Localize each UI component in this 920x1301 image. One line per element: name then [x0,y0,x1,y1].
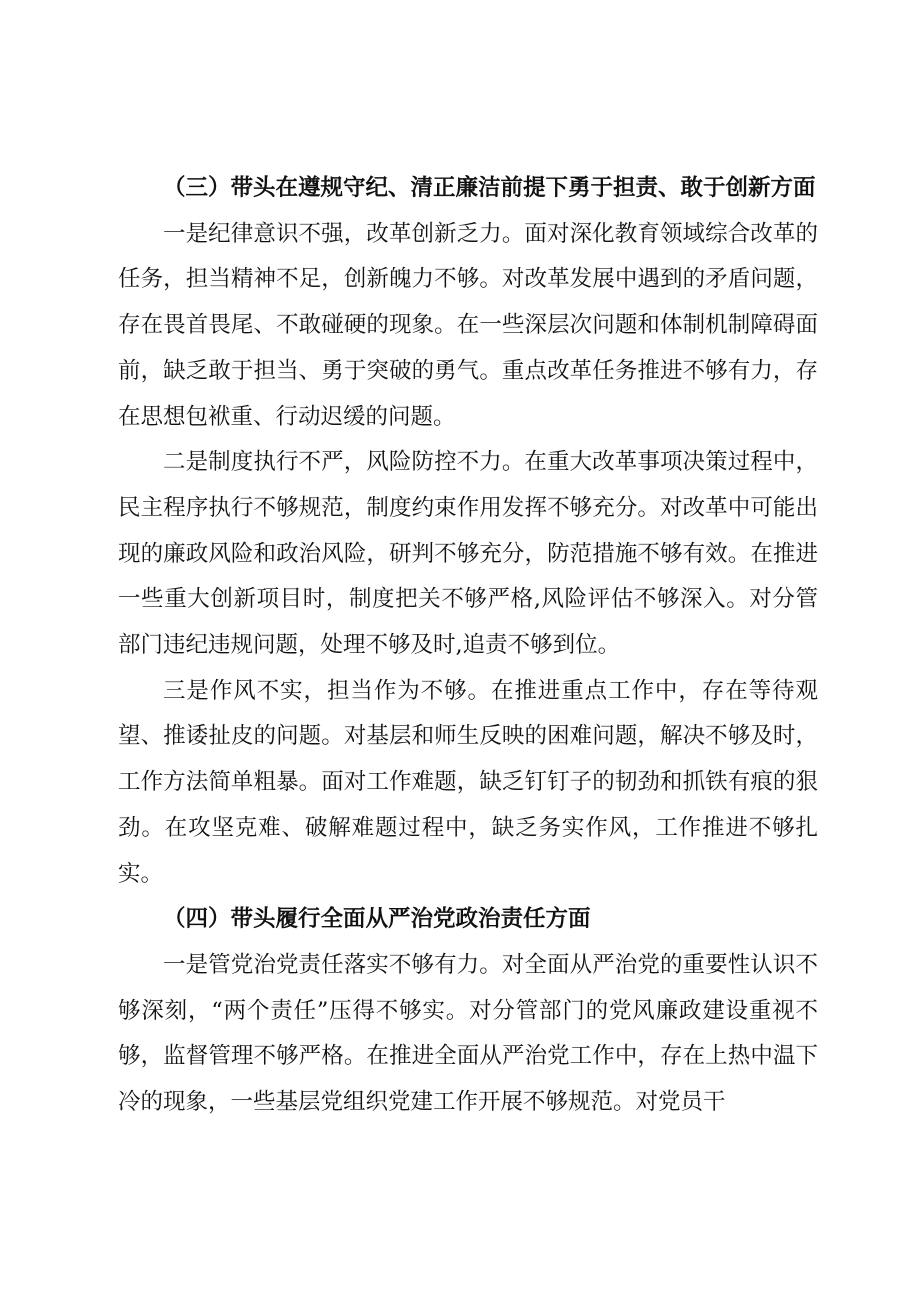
section-3-heading: （三）带头在遵规守纪、清正廉洁前提下勇于担责、敢于创新方面 [163,175,816,201]
section-4-heading: （四）带头履行全面从严治党政治责任方面 [163,906,591,933]
section-3-paragraph-1: 一是纪律意识不强，改革创新乏力。面对深化教育领域综合改革的任务，担当精神不足，创新魄力不够。对改革发展中遇到的矛盾问题，存在畏首畏尾、不敢碰硬的现象。在一些深层次问题和体制机制障碍面前，缺乏敢于担当、勇于突破的勇气。重点改革任务推进不够有力，存在思想包袱重、行动迟缓的问题。 [118,220,818,430]
section-3-paragraph-2: 二是制度执行不严，风险防控不力。在重大改革事项决策过程中，民主程序执行不够规范，制度约束作用发挥不够充分。对改革中可能出现的廉政风险和政治风险，研判不够充分，防范措施不够有效。在推进一些重大创新项目时，制度把关不够严格,风险评估不够深入。对分管部门违纪违规问题，处理不够及时,追责不够到位。 [118,449,818,659]
section-3-paragraph-3: 三是作风不实，担当作为不够。在推进重点工作中，存在等待观望、推诿扯皮的问题。对基层和师生反映的困难问题，解决不够及时，工作方法简单粗暴。面对工作难题，缺乏钉钉子的韧劲和抓铁有痕的狠劲。在攻坚克难、破解难题过程中，缺乏务实作风，工作推进不够扎实。 [118,677,818,887]
section-4-paragraph-1: 一是管党治党责任落实不够有力。对全面从严治党的重要性认识不够深刻，“两个责任”压得不够实。对分管部门的党风廉政建设重视不够，监督管理不够严格。在推进全面从严治党工作中，存在上热中温下冷的现象，一些基层党组织党建工作开展不够规范。对党员干 [118,951,818,1116]
document-body [118,166,818,1126]
